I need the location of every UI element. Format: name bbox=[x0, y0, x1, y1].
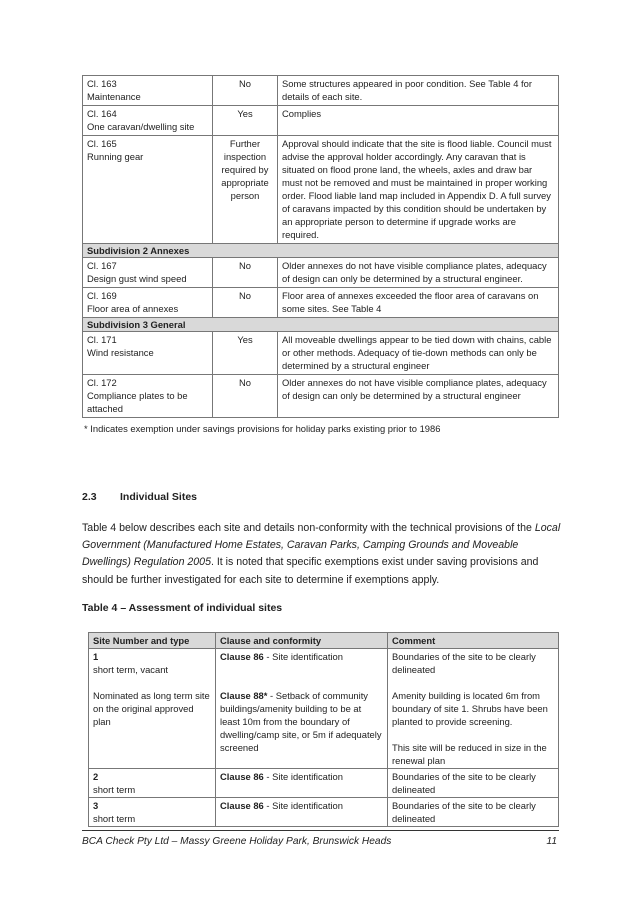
table-row: Cl. 165 Running gear Further inspection required by appropriate person Approval should indicate that the site is flood liable. Council must advise the approval holder accordingly. Any caravan that is situated on flood prone land, the wheels, axles and draw bar must not be removed and must be maintained in proper working order. Flood liable land map included in Appendix D. A full survey of caravans impacted by this condition should be undertaken by an appropriate person to determine if upgrade works are required. bbox=[83, 136, 559, 244]
table-row: Cl. 169 Floor area of annexes No Floor area of annexes exceeded the floor area of caravans on some sites. See Table 4 bbox=[83, 288, 559, 318]
section-paragraph: Table 4 below describes each site and details non-conformity with the technical provisions of the Local Government (Manufactured Home Estates, Caravan Parks, Camping Grounds and Moveable Dwellings) Regulation 2005. It is noted that specific exemptions exist under saving provisions and should be further investigated for each site to determine if exemptions apply. bbox=[82, 522, 561, 586]
section-title: Individual Sites bbox=[120, 491, 198, 503]
page-number: 11 bbox=[546, 836, 557, 847]
page-footer bbox=[82, 836, 559, 847]
table-row: Cl. 163 Maintenance No Some structures appeared in poor condition. See Table 4 for details of each site. bbox=[83, 76, 559, 106]
table-row: Cl. 172 Compliance plates to be attached No Older annexes do not have visible compliance plates, adequacy of design can only be determined by a structural engineer bbox=[83, 375, 559, 418]
footer-divider bbox=[82, 830, 559, 831]
table-row: Cl. 167 Design gust wind speed No Older annexes do not have visible compliance plates, adequacy of design can only be determined by a structural engineer. bbox=[83, 258, 559, 288]
section-heading bbox=[82, 491, 197, 503]
table-subheading: Subdivision 2 Annexes bbox=[83, 244, 559, 258]
table-row: 3 short term Clause 86 - Site identification Boundaries of the site to be clearly delineated bbox=[89, 798, 559, 827]
table-row: 1 short term, vacant Nominated as long term site on the original approved plan Clause 86 - Site identification Clause 88* - Setback of community buildings/amenity building to be at least 10m from the boundary of dwelling/camp site, or 5m if adequately screened Boundaries of the site to be clearly delineated Amenity building is located 6m from boundary of site 1. Shrubs have been planted to provide screening. This site will be reduced in size in the renewal plan bbox=[89, 649, 559, 769]
compliance-table bbox=[82, 75, 559, 418]
footer-text: BCA Check Pty Ltd – Massy Greene Holiday Park, Brunswick Heads bbox=[82, 836, 392, 847]
table-header-row: Site Number and type Clause and conformity Comment bbox=[89, 633, 559, 649]
footnote: * Indicates exemption under savings provisions for holiday parks existing prior to 1986 bbox=[84, 423, 441, 434]
table-row: Cl. 164 One caravan/dwelling site Yes Complies bbox=[83, 106, 559, 136]
table-subheading: Subdivision 3 General bbox=[83, 318, 559, 332]
section-number: 2.3 bbox=[82, 491, 97, 503]
table-row: 2 short term Clause 86 - Site identification Boundaries of the site to be clearly delineated bbox=[89, 769, 559, 798]
table-row: Cl. 171 Wind resistance Yes All moveable dwellings appear to be tied down with chains, cable or other methods. Adequacy of tie-down methods can only be determined by a structural engineer bbox=[83, 332, 559, 375]
site-assessment-table bbox=[88, 632, 559, 827]
table4-title: Table 4 – Assessment of individual sites bbox=[82, 602, 283, 614]
